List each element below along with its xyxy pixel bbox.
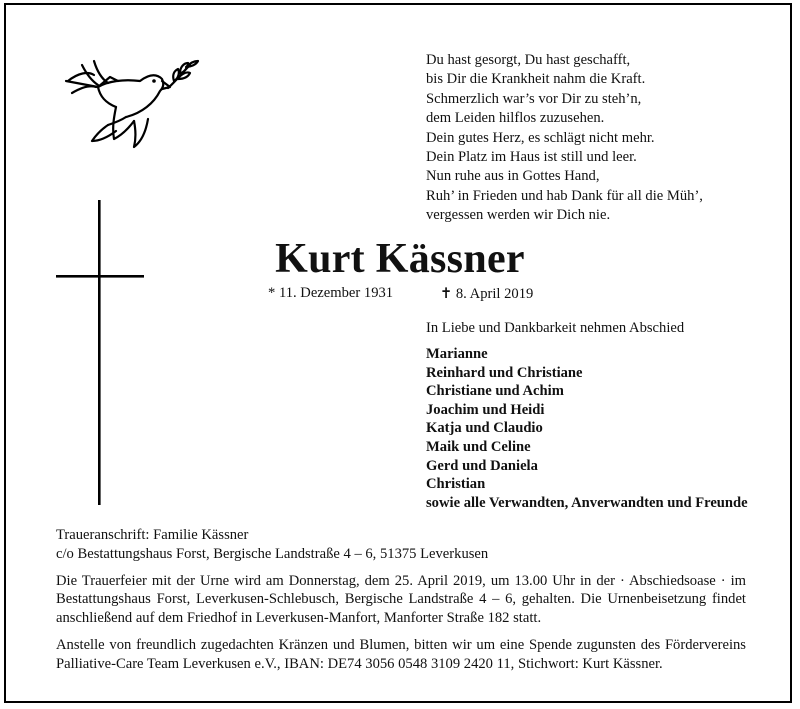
poem-line: Dein gutes Herz, es schlägt nicht mehr. <box>426 129 655 146</box>
poem-line: bis Dir die Krankheit nahm die Kraft. <box>426 71 646 88</box>
list-item: sowie alle Verwandten, Anverwandten und Freunde <box>426 494 748 511</box>
list-item: Katja und Claudio <box>426 420 543 437</box>
donation-text: Anstelle von freundlich zugedachten Kränzen und Blumen, bitten wir um eine Spende zugunsten des Fördervereins Palliative-Care Team Leverkusen e.V., IBAN: DE74 3056 0548 3109 2420 11, Stichwort: Kurt Kässner. <box>56 636 746 672</box>
list-item: Marianne <box>426 346 488 362</box>
dove-icon <box>64 51 204 151</box>
list-item: Joachim und Heidi <box>426 401 545 418</box>
address-line: Traueranschrift: Familie Kässner <box>56 527 249 543</box>
poem <box>426 51 703 226</box>
poem-line: Ruh’ in Frieden und hab Dank für all die Müh’, <box>426 187 703 204</box>
mourners-list <box>426 345 748 512</box>
death-date: ✝ 8. April 2019 <box>440 286 534 302</box>
obituary-notice <box>4 3 792 703</box>
poem-line: vergessen werden wir Dich nie. <box>426 207 611 224</box>
details-section <box>56 526 746 674</box>
poem-line: Nun ruhe aus in Gottes Hand, <box>426 168 600 185</box>
farewell-text: In Liebe und Dankbarkeit nehmen Abschied <box>426 320 685 336</box>
list-item: Reinhard und Christiane <box>426 364 583 381</box>
ceremony-text: Die Trauerfeier mit der Urne wird am Donnerstag, dem 25. April 2019, um 13.00 Uhr in der · Abschiedsoase · im Bestattungshaus Forst, Leverkusen-Schlebusch, Bergische Landstraße 4 – 6, gehalten. Die Urnenbeisetzung findet anschließend auf dem Friedhof in Leverkusen-Manfort, Manforter Straße 182 statt. <box>56 572 746 627</box>
list-item: Christian <box>426 476 486 493</box>
poem-line: Schmerzlich war’s vor Dir zu steh’n, <box>426 90 642 107</box>
poem-line: Dein Platz im Haus ist still und leer. <box>426 149 637 166</box>
list-item: Maik und Celine <box>426 438 531 455</box>
deceased-name: Kurt Kässner <box>275 236 525 282</box>
birth-date: * 11. Dezember 1931 <box>268 285 394 301</box>
list-item: Christiane und Achim <box>426 383 564 400</box>
poem-line: Du hast gesorgt, Du hast geschafft, <box>426 52 631 68</box>
address-line: c/o Bestattungshaus Forst, Bergische Landstraße 4 – 6, 51375 Leverkusen <box>56 545 489 562</box>
poem-line: dem Leiden hilflos zuzusehen. <box>426 110 605 127</box>
list-item: Gerd und Daniela <box>426 457 538 474</box>
